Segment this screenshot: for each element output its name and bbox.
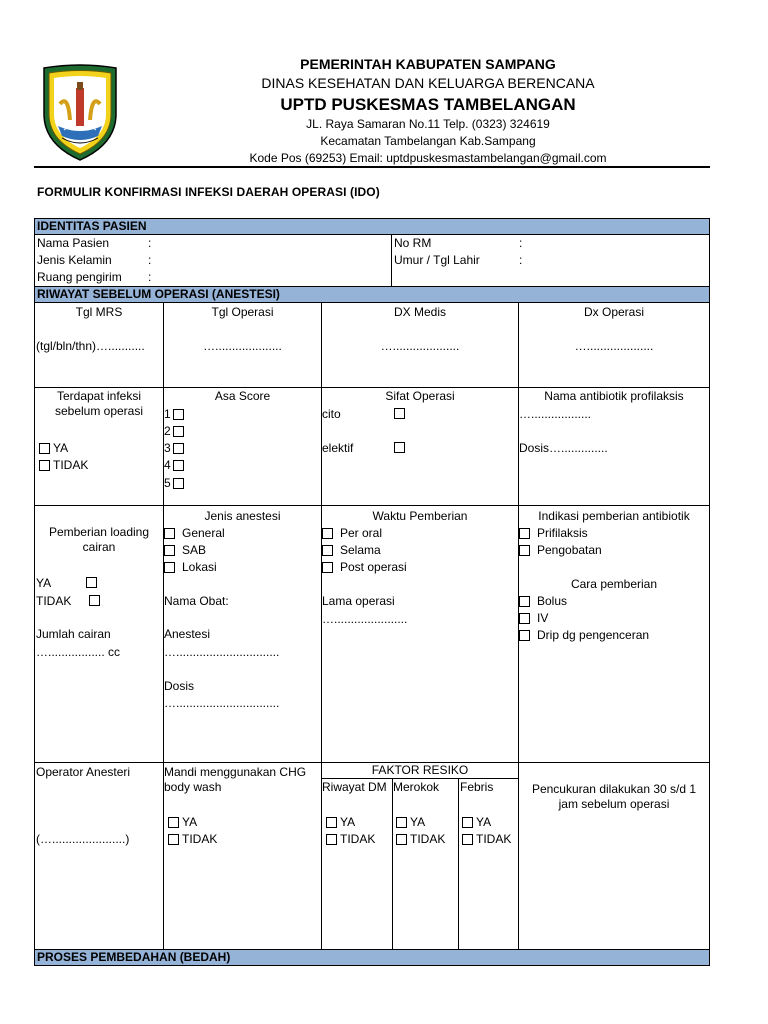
- checkbox[interactable]: [168, 834, 179, 845]
- label-cara-pemberian: Cara pemberian: [570, 577, 658, 591]
- asa-option-5[interactable]: 5: [164, 476, 187, 491]
- label-no-rm: No RM: [394, 236, 432, 250]
- header-puskesmas: UPTD PUSKESMAS TAMBELANGAN: [280, 95, 576, 114]
- header-contact: Kode Pos (69253) Email: uptdpuskesmastambelangan@gmail.com: [249, 151, 607, 165]
- label-nama-obat: Nama Obat:: [164, 594, 229, 608]
- checkbox[interactable]: [519, 630, 530, 641]
- option-post-operasi[interactable]: Post operasi: [322, 560, 407, 575]
- checkbox[interactable]: [164, 562, 175, 573]
- checkbox[interactable]: [322, 545, 333, 556]
- colon: :: [148, 236, 152, 250]
- lama-operasi-field[interactable]: …......................: [322, 612, 408, 626]
- label-mandi-chg: Mandi menggunakan CHG body wash: [164, 765, 307, 794]
- label-riwayat-dm: Riwayat DM: [322, 780, 387, 794]
- label-infeksi: Terdapat infeksi sebelum operasi: [54, 389, 144, 418]
- antibiotik-field[interactable]: …..................: [519, 407, 592, 421]
- dosis-field[interactable]: Dosis…..............: [519, 441, 608, 455]
- option-per-oral[interactable]: Per oral: [322, 526, 382, 541]
- label-tgl-mrs: Tgl MRS: [75, 305, 123, 319]
- dx-medis-field[interactable]: …....................: [380, 339, 460, 353]
- divider: [391, 235, 392, 286]
- label-loading-tidak: TIDAK: [36, 594, 72, 608]
- checkbox[interactable]: [519, 613, 530, 624]
- checkbox-elektif[interactable]: [394, 442, 405, 453]
- label-waktu-pemberian: Waktu Pemberian: [372, 509, 468, 523]
- option-merokok-tidak[interactable]: TIDAK: [396, 832, 445, 847]
- header-divider: [34, 166, 710, 168]
- dosis-anestesi-field[interactable]: …...............................: [164, 696, 280, 710]
- label-indikasi-antibiotik: Indikasi pemberian antibiotik: [538, 509, 690, 523]
- dx-operasi-field[interactable]: …....................: [574, 339, 654, 353]
- option-sab[interactable]: SAB: [164, 543, 206, 558]
- label-merokok: Merokok: [393, 780, 440, 794]
- option-infeksi-ya[interactable]: YA: [39, 441, 68, 456]
- header-address: JL. Raya Samaran No.11 Telp. (0323) 324619: [306, 117, 550, 131]
- checkbox[interactable]: [39, 460, 50, 471]
- label-lama-operasi: Lama operasi: [322, 594, 395, 608]
- checkbox[interactable]: [39, 443, 50, 454]
- checkbox-loading-ya[interactable]: [86, 577, 97, 588]
- checkbox[interactable]: [519, 528, 530, 539]
- kabupaten-sampang-logo: [40, 64, 120, 162]
- label-dx-medis: DX Medis: [393, 305, 446, 319]
- checkbox[interactable]: [519, 545, 530, 556]
- option-selama[interactable]: Selama: [322, 543, 381, 558]
- label-nama-antibiotik: Nama antibiotik profilaksis: [544, 389, 684, 403]
- label-faktor-resiko: FAKTOR RESIKO: [371, 763, 469, 777]
- header-government: PEMERINTAH KABUPATEN SAMPANG: [300, 56, 556, 72]
- label-loading-cairan: Pemberian loading cairan: [48, 525, 150, 554]
- asa-option-2[interactable]: 2: [164, 424, 187, 439]
- asa-option-3[interactable]: 3: [164, 441, 187, 456]
- jumlah-cairan-field[interactable]: …................. cc: [36, 645, 121, 659]
- label-dosis: Dosis: [164, 679, 195, 693]
- checkbox[interactable]: [519, 596, 530, 607]
- option-chg-tidak[interactable]: TIDAK: [168, 832, 217, 847]
- option-drip[interactable]: Drip dg pengenceran: [519, 628, 649, 643]
- colon: :: [148, 253, 152, 267]
- section-riwayat-sebelum-operasi: RIWAYAT SEBELUM OPERASI (ANESTESI): [35, 286, 709, 303]
- checkbox-cito[interactable]: [394, 408, 405, 419]
- label-ruang-pengirim: Ruang pengirim: [37, 270, 122, 284]
- label-jenis-kelamin: Jenis Kelamin: [37, 253, 112, 267]
- label-umur: Umur / Tgl Lahir: [394, 253, 480, 267]
- grid-line: [458, 778, 459, 949]
- header-kecamatan: Kecamatan Tambelangan Kab.Sampang: [320, 134, 536, 148]
- colon: :: [519, 253, 523, 267]
- form-title: FORMULIR KONFIRMASI INFEKSI DAERAH OPERASI (IDO): [37, 185, 380, 199]
- checkbox[interactable]: [173, 426, 184, 437]
- section-proses-pembedahan: PROSES PEMBEDAHAN (BEDAH): [35, 949, 709, 966]
- option-pengobatan[interactable]: Pengobatan: [519, 543, 602, 558]
- checkbox-loading-tidak[interactable]: [89, 595, 100, 606]
- grid-line: [35, 387, 709, 388]
- checkbox[interactable]: [173, 443, 184, 454]
- option-general[interactable]: General: [164, 526, 225, 541]
- checkbox[interactable]: [326, 817, 337, 828]
- option-merokok-ya[interactable]: YA: [396, 815, 425, 830]
- checkbox[interactable]: [168, 817, 179, 828]
- label-pencukuran: Pencukuran dilakukan 30 s/d 1 jam sebelum operasi: [531, 782, 697, 811]
- checkbox[interactable]: [462, 817, 473, 828]
- colon: :: [519, 236, 523, 250]
- label-asa-score: Asa Score: [214, 389, 271, 403]
- section-identitas-pasien: IDENTITAS PASIEN: [35, 218, 709, 235]
- checkbox[interactable]: [396, 834, 407, 845]
- grid-line: [392, 778, 393, 949]
- checkbox[interactable]: [173, 460, 184, 471]
- tgl-operasi-field[interactable]: …....................: [203, 339, 282, 353]
- option-lokasi[interactable]: Lokasi: [164, 560, 217, 575]
- option-bolus[interactable]: Bolus: [519, 594, 567, 609]
- grid-line: [35, 505, 709, 506]
- checkbox[interactable]: [322, 528, 333, 539]
- label-sifat-operasi: Sifat Operasi: [385, 389, 455, 403]
- header-dinas: DINAS KESEHATAN DAN KELUARGA BERENCANA: [261, 75, 595, 91]
- checkbox[interactable]: [164, 528, 175, 539]
- label-operator-anestesi: Operator Anesteri: [36, 765, 131, 779]
- option-prifilaksis[interactable]: Prifilaksis: [519, 526, 588, 541]
- label-dx-operasi: Dx Operasi: [583, 305, 645, 319]
- grid-line: [322, 778, 518, 779]
- label-tgl-operasi: Tgl Operasi: [211, 305, 274, 319]
- option-iv[interactable]: IV: [519, 611, 548, 626]
- operator-field[interactable]: (…......................): [36, 832, 130, 846]
- checkbox[interactable]: [173, 478, 184, 489]
- label-jumlah-cairan: Jumlah cairan: [36, 627, 111, 641]
- option-febris-tidak[interactable]: TIDAK: [462, 832, 511, 847]
- label-cito: cito: [322, 407, 341, 421]
- tgl-mrs-field[interactable]: (tgl/bln/thn)…...........: [36, 339, 145, 353]
- option-dm-ya[interactable]: YA: [326, 815, 355, 830]
- label-nama-pasien: Nama Pasien: [37, 236, 110, 250]
- checkbox[interactable]: [326, 834, 337, 845]
- option-febris-ya[interactable]: YA: [462, 815, 491, 830]
- checkbox[interactable]: [173, 409, 184, 420]
- checkbox[interactable]: [462, 834, 473, 845]
- label-loading-ya: YA: [36, 576, 52, 590]
- anestesi-field[interactable]: …...............................: [164, 645, 280, 659]
- label-elektif: elektif: [322, 441, 354, 455]
- option-dm-tidak[interactable]: TIDAK: [326, 832, 375, 847]
- label-febris: Febris: [460, 780, 494, 794]
- option-chg-ya[interactable]: YA: [168, 815, 197, 830]
- label-jenis-anestesi: Jenis anestesi: [204, 509, 281, 523]
- checkbox[interactable]: [396, 817, 407, 828]
- option-infeksi-tidak[interactable]: TIDAK: [39, 458, 88, 473]
- asa-option-4[interactable]: 4: [164, 458, 187, 473]
- form-frame: [34, 218, 710, 966]
- asa-option-1[interactable]: 1: [164, 407, 187, 422]
- colon: :: [148, 270, 152, 284]
- checkbox[interactable]: [164, 545, 175, 556]
- label-anestesi: Anestesi: [164, 627, 211, 641]
- checkbox[interactable]: [322, 562, 333, 573]
